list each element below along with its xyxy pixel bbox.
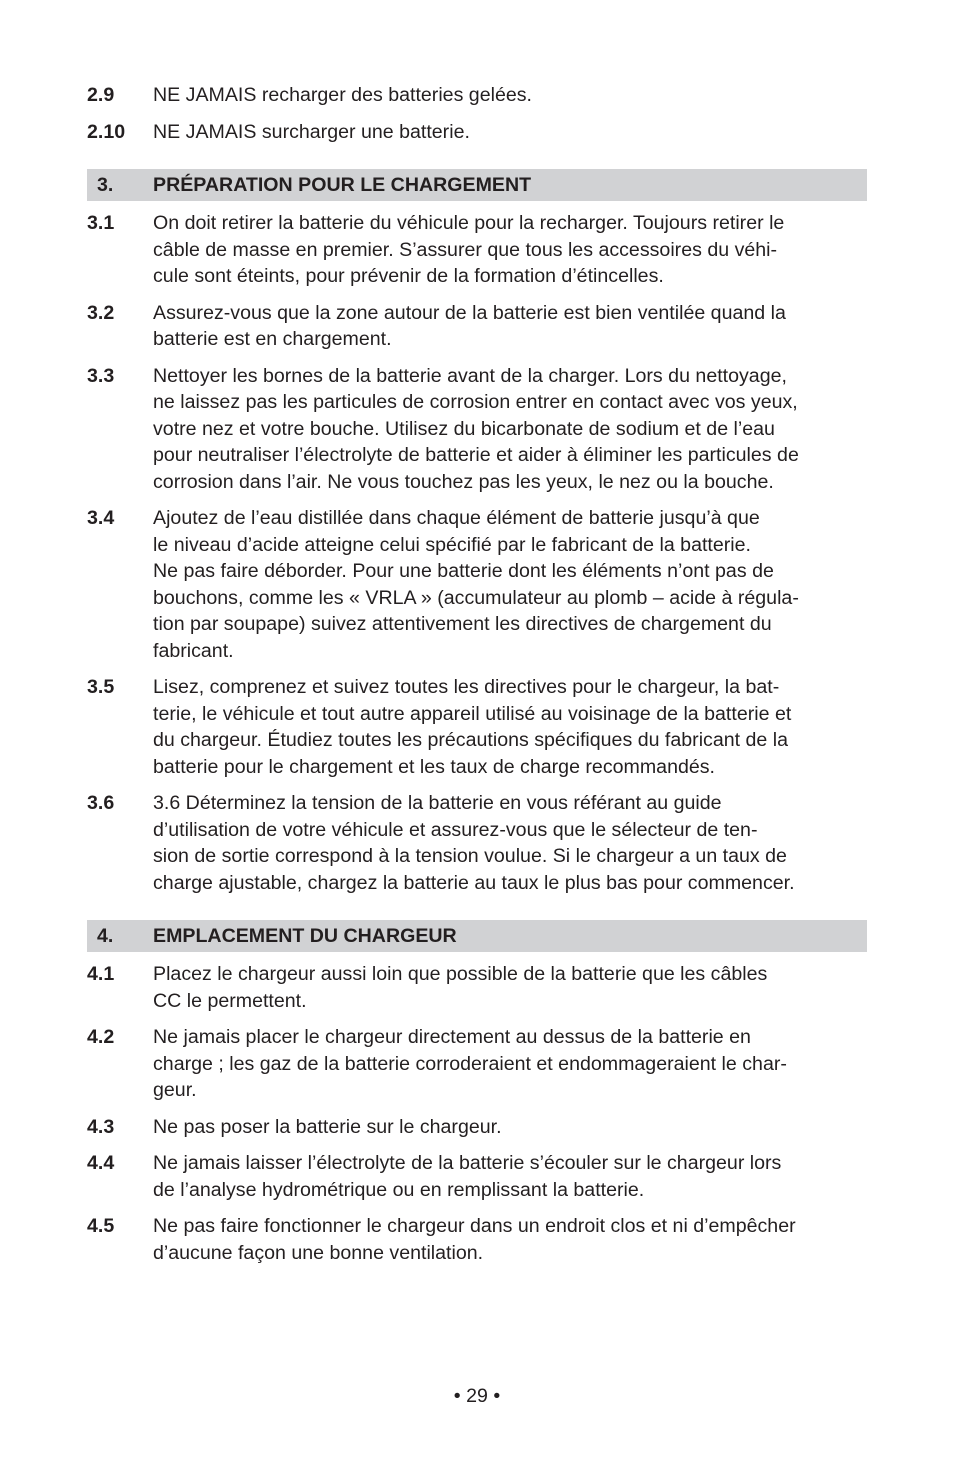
section-number: 3. [97, 174, 114, 196]
item-text [153, 1024, 867, 1104]
text-line: câble de masse en premier. S’assurer que tous les accessoires du véhi- [153, 238, 778, 261]
text-line: Ne pas poser la batterie sur le chargeur. [153, 1115, 502, 1138]
list-item [87, 674, 867, 780]
text-line: corrosion dans l’air. Ne vous touchez pas les yeux, le nez ou la bouche. [153, 470, 774, 493]
list-item [87, 505, 867, 664]
section-title: PRÉPARATION POUR LE CHARGEMENT [153, 174, 532, 196]
item-number: 2.10 [87, 120, 126, 143]
list-item [87, 82, 867, 109]
text-line: terie, le véhicule et tout autre appareil utilisé au voisinage de la batterie et [153, 702, 792, 725]
item-number: 4.1 [87, 963, 115, 985]
section-header-4 [87, 920, 867, 952]
text-line: ne laissez pas les particules de corrosion entrer en contact avec vos yeux, [153, 391, 798, 413]
list-item [87, 210, 867, 290]
item-text [153, 674, 867, 780]
item-number: 3.1 [87, 212, 115, 234]
text-line: cule sont éteints, pour prévenir de la formation d’étincelles. [153, 265, 664, 287]
section-4-items [87, 961, 867, 1266]
text-line: Placez le chargeur aussi loin que possible de la batterie que les câbles [153, 963, 768, 985]
text-line: Nettoyer les bornes de la batterie avant de la charger. Lors du nettoyage, [153, 364, 787, 387]
text-line: Ne jamais laisser l’électrolyte de la batterie s’écouler sur le chargeur lors [153, 1152, 782, 1174]
item-text [153, 210, 867, 290]
item-number: 3.5 [87, 676, 115, 698]
section-title: EMPLACEMENT DU CHARGEUR [153, 925, 457, 947]
text-line: votre nez et votre bouche. Utilisez du bicarbonate de sodium et de l’eau [153, 417, 775, 440]
text-line: du chargeur. Étudiez toutes les précautions spécifiques du fabricant de la [153, 729, 789, 751]
text-line: d’aucune façon une bonne ventilation. [153, 1241, 484, 1264]
text-line: Lisez, comprenez et suivez toutes les directives pour le chargeur, la bat- [153, 676, 780, 698]
text-line: sion de sortie correspond à la tension voulue. Si le chargeur a un taux de [153, 845, 787, 867]
text-line: pour neutraliser l’électrolyte de batterie et aider à éliminer les particules de [153, 444, 799, 466]
text-line: batterie est en chargement. [153, 328, 392, 350]
list-item [87, 1150, 867, 1203]
item-number: 2.9 [87, 84, 115, 106]
item-text: NE JAMAIS recharger des batteries gelées. [153, 84, 532, 106]
list-item [87, 1213, 867, 1266]
text-line: Ne pas faire fonctionner le chargeur dans un endroit clos et ni d’empêcher [153, 1215, 796, 1237]
list-item [87, 119, 867, 146]
text-line: le niveau d’acide atteigne celui spécifié par le fabricant de la batterie. [153, 533, 751, 556]
item-number: 4.4 [87, 1152, 115, 1174]
item-number: 3.4 [87, 507, 115, 529]
item-text [153, 505, 867, 664]
item-text [153, 300, 867, 353]
item-number: 3.6 [87, 792, 115, 814]
text-line: geur. [153, 1079, 197, 1101]
text-line: 3.6 Déterminez la tension de la batterie en vous référant au guide [153, 792, 722, 814]
text-line: charge ; les gaz de la batterie corroderaient et endommageraient le char- [153, 1052, 787, 1075]
text-line: tion par soupape) suivez attentivement les directives de chargement du [153, 613, 772, 635]
list-item [87, 961, 867, 1014]
text-line: Ne jamais placer le chargeur directement au dessus de la batterie en [153, 1026, 751, 1048]
item-text [153, 790, 867, 896]
item-text [153, 961, 867, 1014]
item-text: NE JAMAIS surcharger une batterie. [153, 120, 470, 143]
item-text [153, 1114, 867, 1141]
list-item [87, 1024, 867, 1104]
item-number: 3.2 [87, 301, 115, 324]
text-line: de l’analyse hydrométrique ou en remplissant la batterie. [153, 1178, 645, 1201]
list-item [87, 790, 867, 896]
item-text [153, 1213, 867, 1266]
text-line: Assurez-vous que la zone autour de la batterie est bien ventilée quand la [153, 301, 786, 324]
section-number: 4. [97, 925, 114, 947]
item-text [153, 363, 867, 496]
item-number: 3.3 [87, 364, 115, 387]
text-line: batterie pour le chargement et les taux de charge recommandés. [153, 755, 715, 778]
text-line: charge ajustable, chargez la batterie au taux le plus bas pour commencer. [153, 871, 795, 894]
page-number: • 29 • [453, 1385, 501, 1407]
section-header-3 [87, 169, 867, 201]
text-line: Ajoutez de l’eau distillée dans chaque élément de batterie jusqu’à que [153, 507, 760, 529]
text-line: bouchons, comme les « VRLA » (accumulateur au plomb – acide à régula- [153, 586, 799, 609]
list-item [87, 300, 867, 353]
item-number: 4.5 [87, 1215, 115, 1237]
page-content [87, 82, 867, 1276]
item-number: 4.2 [87, 1026, 115, 1048]
list-item [87, 363, 867, 496]
list-item [87, 1114, 867, 1141]
text-line: d’utilisation de votre véhicule et assurez-vous que le sélecteur de ten- [153, 818, 758, 841]
section-3-items [87, 210, 867, 896]
text-line: On doit retirer la batterie du véhicule pour la recharger. Toujours retirer le [153, 212, 785, 234]
item-number: 4.3 [87, 1115, 115, 1138]
text-line: Ne pas faire déborder. Pour une batterie dont les éléments n’ont pas de [153, 560, 774, 582]
text-line: CC le permettent. [153, 989, 307, 1012]
text-line: fabricant. [153, 639, 234, 662]
item-text [153, 1150, 867, 1203]
